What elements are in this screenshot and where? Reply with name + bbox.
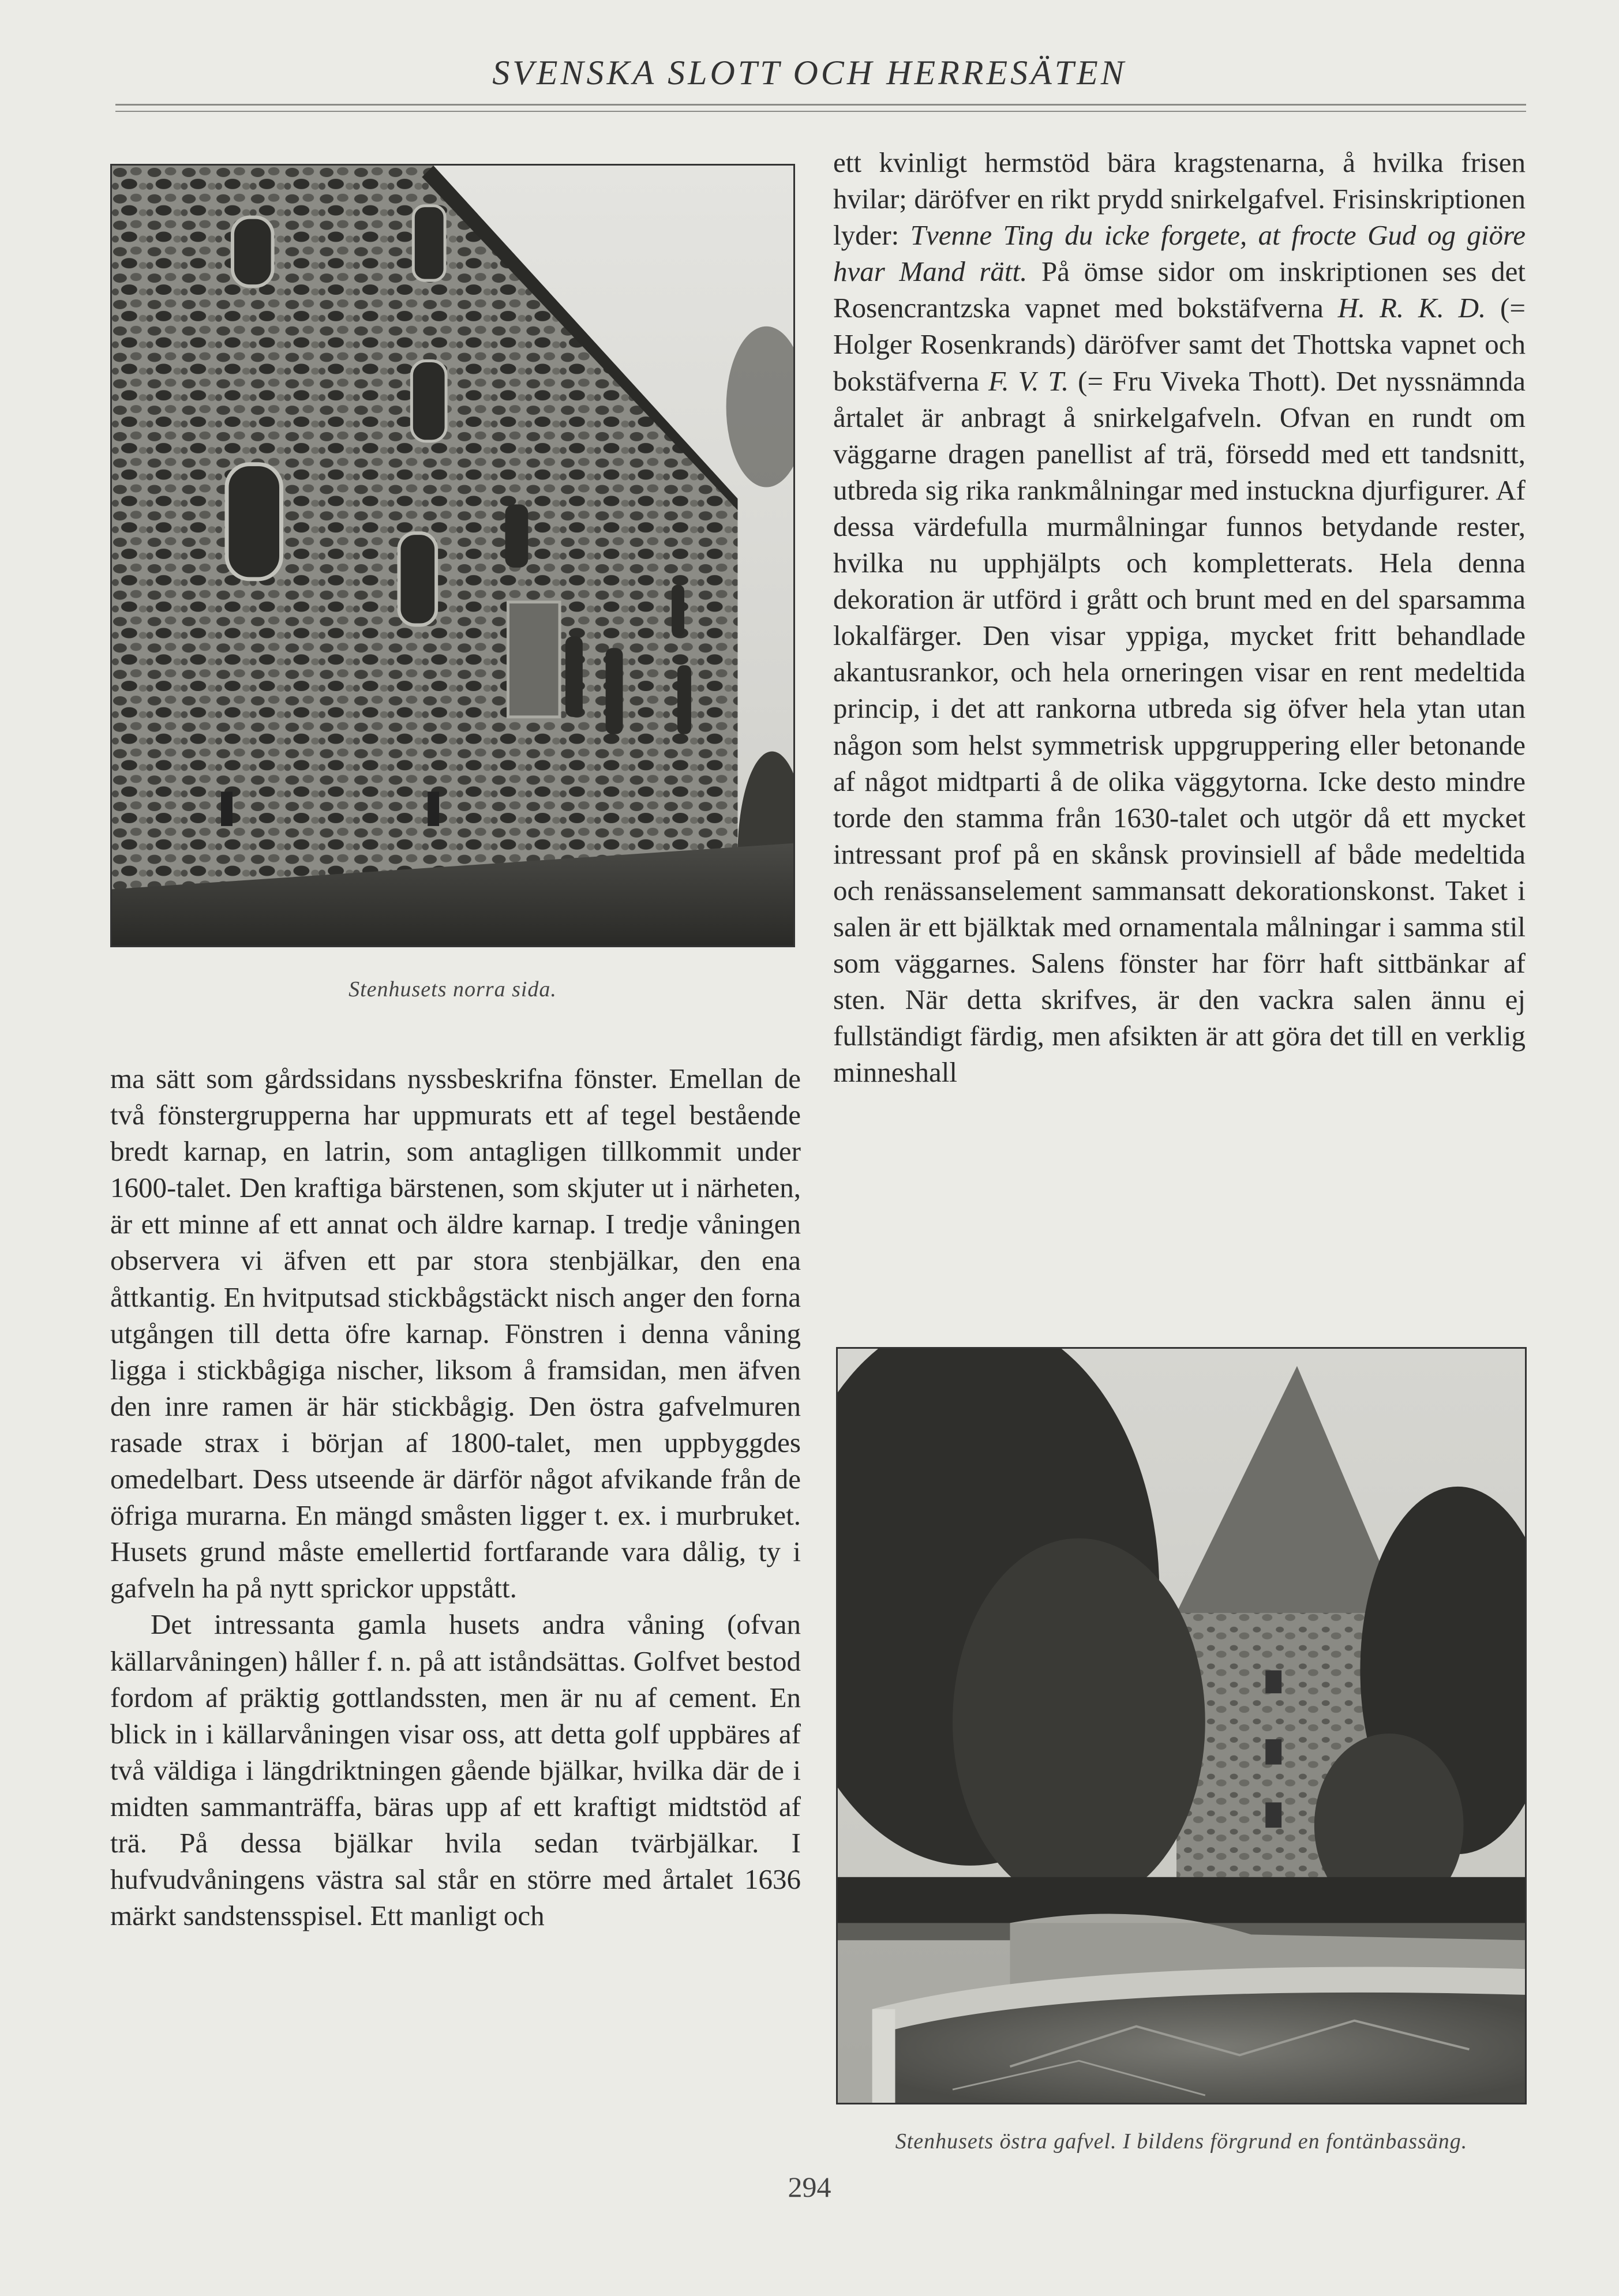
header-rule-thin — [115, 111, 1526, 112]
frieze-inscription: Tvenne Ting du icke forgete, at frocte Gud og giöre hvar Mand rätt. — [833, 219, 1526, 288]
header-rule — [115, 104, 1526, 106]
left-column — [110, 1060, 801, 1934]
stone-house-north-illustration — [112, 166, 793, 946]
page-number: 294 — [788, 2171, 831, 2203]
caption-east-gable: Stenhusets östra gafvel. I bildens förgrund en fontänbassäng. — [895, 2129, 1468, 2154]
caption-north-side: Stenhusets norra sida. — [348, 977, 557, 1001]
text-segment: På ömse sidor om inskriptionen ses det Rosencrantzska vapnet med bokstäfverna — [833, 256, 1526, 324]
running-header: SVENSKA SLOTT OCH HERRESÄTEN — [492, 54, 1127, 92]
right-column — [833, 144, 1526, 1090]
text-segment: (= Fru Viveka Thott). Det nyssnämnda årtalet är anbragt å snirkelgafveln. Ofvan en rundt om väggarne dragen panellist af trä, försedd med ett tandsnitt, utbreda sig rika rankmålningar med instuckna djurfigurer. Af dessa värdefulla murmålningar funnos betydande rester, hvilka nu upphjälpts och kompletterats. Hela denna dekoration är utförd i grått och brunt med en del sparsamma lokalfärger. Den visar yppiga, mycket fritt behandlade akantusrankor, och hela orneringen visar en rent medeltida princip, i det att rankorna utbreda sig öfver hela ytan utan någon som helst symmetrisk uppgruppering eller betonande af något midtparti å de olika väggytorna. Icke desto mindre torde den stamma från 1630-talet och utgör då ett mycket intressant prof på en skånsk provinsiell af både medeltida och renässanselement sammansatt dekorationskonst. Taket i salen är ett bjälktak med ornamentala målningar i samma stil som väggarnes. Salens fönster har förr haft sittbänkar af sten. När detta skrifves, är den vackra salen ännu ej fullständigt färdig, men afsikten är att göra det till en verklig minneshall — [833, 365, 1526, 1089]
left-paragraph-2: Det intressanta gamla husets andra våning (ofvan källarvåningen) håller f. n. på att iståndsättas. Golfvet bestod fordom af präktig gottlandssten, men är nu af cement. En blick in i källarvåningen visar oss, att detta golf uppbäres af två väldiga i längdriktningen gående bjälkar, hvilka där de i midten sammanträffa, bäras upp af ett kraftigt midtstöd af trä. På dessa bjälkar hvila sedan tvärbjälkar. I hufvudvåningens västra sal står en större med årtalet 1636 märkt sandstensspisel. Ett manligt och — [110, 1608, 801, 1932]
initials-thott: F. V. T. — [988, 365, 1069, 397]
photo-north-side — [110, 164, 795, 947]
east-gable-illustration — [838, 1349, 1525, 2103]
initials-rosencrantz: H. R. K. D. — [1337, 292, 1486, 324]
right-paragraph — [833, 144, 1526, 1090]
left-paragraph-1: ma sätt som gårdssidans nyssbeskrifna fönster. Emellan de två fönstergrupperna har uppmurats ett af tegel bestående bredt karnap, en latrin, som antagligen tillkommit under 1600-talet. Den kraftiga bärstenen, som skjuter ut i närheten, är ett minne af ett annat och äldre karnap. I tredje våningen observera vi äfven ett par stora stenbjälkar, den ena åttkantig. En hvitputsad stickbågstäckt nisch anger den forna utgången till detta öfre karnap. Fönstren i denna våning ligga i stickbågiga nischer, liksom å framsidan, men äfven den inre ramen är här stickbågig. Den östra gafvelmuren rasade strax i början af 1800-talet, men uppbyggdes omedelbart. Dess utseende är därför något afvikande från de öfriga murarna. En mängd småsten ligger t. ex. i murbruket. Husets grund måste emellertid fortfarande vara dålig, ty i gafveln ha på nytt sprickor uppstått. — [110, 1063, 801, 1604]
text-segment: (= Holger Rosenkrands) däröfver samt det Thottska vapnet och bokstäfverna — [833, 292, 1526, 397]
text-segment: ett kvinligt hermstöd bära kragstenarna, å hvilka frisen hvilar; däröfver en rikt prydd snirkelgafvel. Frisinskriptionen lyder: — [833, 147, 1526, 252]
photo-east-gable — [836, 1347, 1527, 2104]
